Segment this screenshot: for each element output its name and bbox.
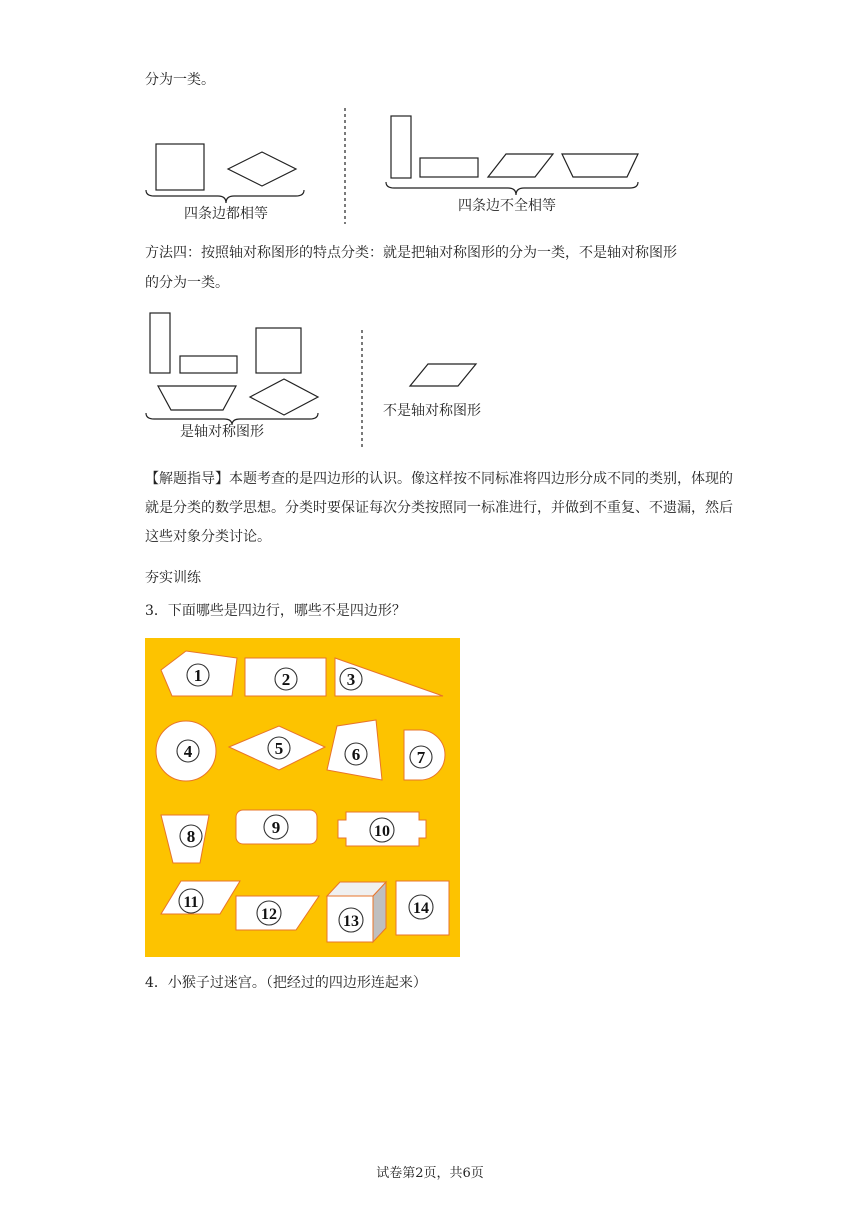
figure-equal-sides	[140, 100, 660, 230]
parallelogram-shape	[488, 154, 553, 177]
shape-label-9: 9	[271, 818, 281, 837]
flat-rectangle-shape	[180, 356, 237, 373]
trapezoid-shape	[158, 386, 236, 410]
brace-right	[386, 182, 638, 195]
caption-equal-sides: 四条边都相等	[184, 206, 268, 222]
solution-guide: 【解题指导】本题考查的是四边形的认识。像这样按不同标准将四边形分成不同的类别，体现的就是分类的数学思想。分类时要保证每次分类按照同一标准进行，并做到不重复、不遗漏，然后这些对象分类讨论。	[145, 471, 733, 545]
caption-symmetric: 是轴对称图形	[180, 424, 264, 440]
caption-not-symmetric: 不是轴对称图形	[383, 403, 481, 419]
rhombus-shape	[250, 379, 318, 415]
trapezoid-shape	[562, 154, 638, 177]
shape-label-14: 14	[413, 900, 429, 917]
shape-label-3: 3	[346, 670, 356, 689]
shape-label-6: 6	[351, 745, 361, 764]
figure-axial-symmetry	[140, 305, 520, 455]
shape-label-7: 7	[416, 748, 426, 767]
flat-rectangle-shape	[420, 158, 478, 177]
shape-label-5: 5	[274, 739, 284, 758]
shapes-panel	[145, 638, 460, 957]
shape-label-4: 4	[183, 742, 193, 761]
parallelogram-shape	[410, 364, 476, 386]
square-shape	[256, 328, 301, 373]
method-four-text: 方法四：按照轴对称图形的特点分类：就是把轴对称图形的分为一类，不是轴对称图形	[145, 245, 677, 261]
caption-unequal-sides: 四条边不全相等	[458, 198, 556, 214]
shape-label-8: 8	[186, 827, 196, 846]
section-heading: 夯实训练	[145, 570, 201, 586]
shape-label-13: 13	[343, 913, 359, 930]
shape-label-2: 2	[281, 670, 291, 689]
page-footer: 试卷第2页，共6页	[376, 1166, 484, 1181]
tall-rectangle-shape	[391, 116, 411, 178]
shape-label-10: 10	[374, 823, 390, 840]
shape-label-12: 12	[261, 906, 277, 923]
method-four-continued: 的分为一类。	[145, 275, 229, 291]
question-4: 4．小猴子过迷宫。（把经过的四边形连起来）	[145, 975, 427, 991]
question-3: 3．下面哪些是四边行，哪些不是四边形？	[145, 603, 406, 619]
square-shape	[156, 144, 204, 190]
rhombus-shape	[228, 152, 296, 186]
tall-rectangle-shape	[150, 313, 170, 373]
brace-left	[146, 190, 304, 203]
shape-label-11: 11	[183, 894, 199, 911]
text-line-1: 分为一类。	[145, 72, 215, 88]
shape-label-1: 1	[193, 666, 203, 685]
